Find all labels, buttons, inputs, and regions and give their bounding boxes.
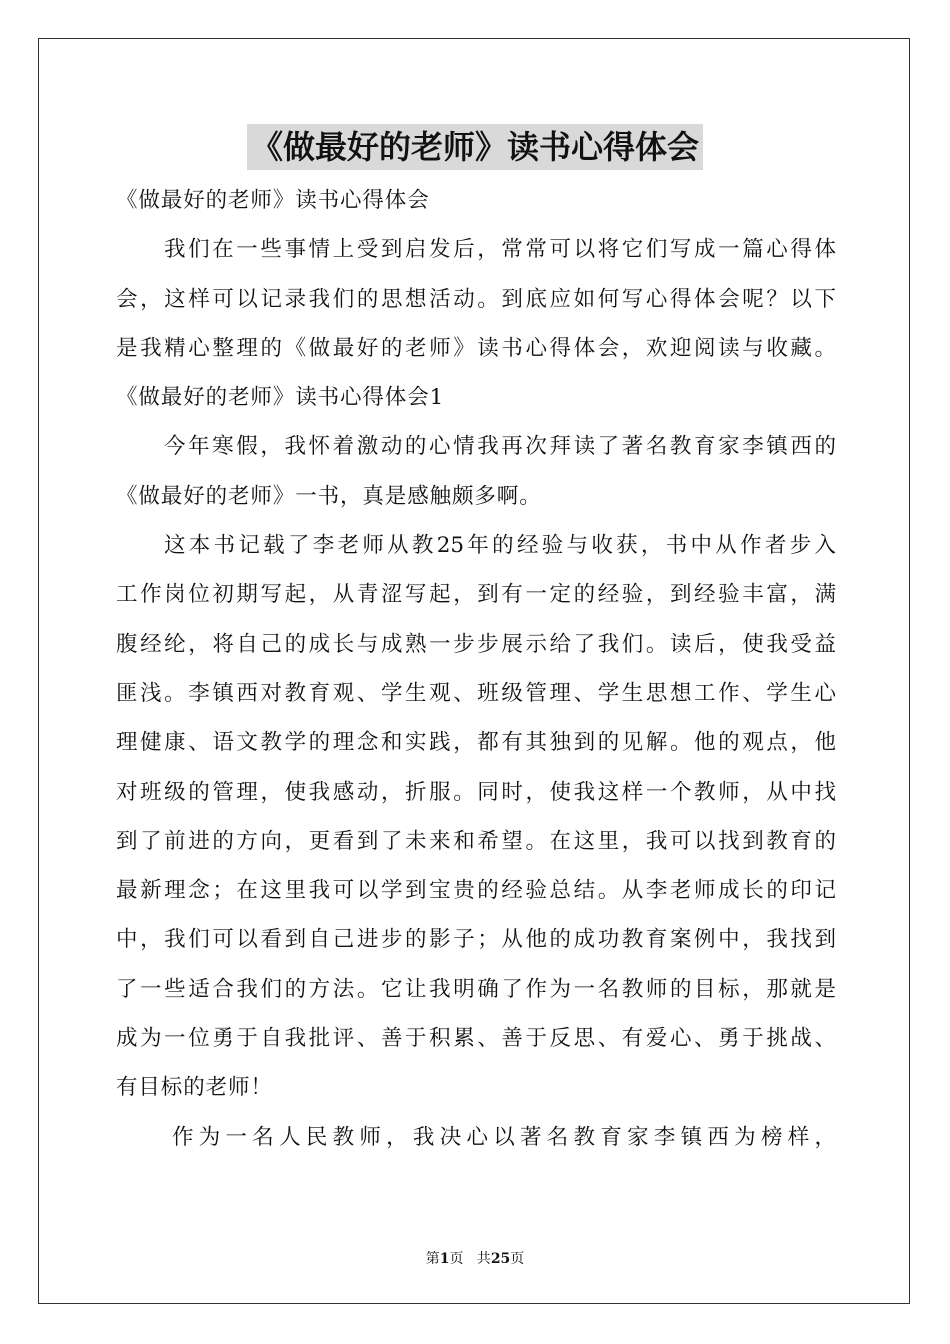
document-body (116, 176, 836, 1162)
body-line: 腹经纶，将自己的成长与成熟一步步展示给了我们。读后，使我受益 (116, 631, 836, 657)
body-line: 最新理念；在这里我可以学到宝贵的经验总结。从李老师成长的印记 (116, 878, 836, 904)
document-title: 《做最好的老师》读书心得体会 (247, 124, 703, 170)
body-line: 我们在一些事情上受到启发后，常常可以将它们写成一篇心得体 (164, 237, 836, 263)
body-line: 是我精心整理的《做最好的老师》读书心得体会，欢迎阅读与收藏。 (116, 335, 836, 361)
footer-page-total: 25 (490, 1251, 511, 1267)
body-line: 这本书记载了李老师从教25年的经验与收获，书中从作者步入 (164, 533, 836, 559)
body-line: 对班级的管理，使我感动，折服。同时，使我这样一个教师，从中找 (116, 779, 836, 805)
body-line: 《做最好的老师》一书，真是感触颇多啊。 (116, 483, 542, 509)
body-line: 理健康、语文教学的理念和实践，都有其独到的见解。他的观点，他 (116, 730, 836, 756)
body-line: 成为一位勇于自我批评、善于积累、善于反思、有爱心、勇于挑战、 (116, 1026, 836, 1052)
body-line: 工作岗位初期写起，从青涩写起，到有一定的经验，到经验丰富，满 (116, 582, 836, 608)
footer-page-current: 1 (439, 1251, 450, 1267)
body-line: 会，这样可以记录我们的思想活动。到底应如何写心得体会呢？以下 (116, 286, 836, 312)
body-line: 作为一名人民教师，我决心以著名教育家李镇西为榜样， (172, 1124, 836, 1150)
body-line: 中，我们可以看到自己进步的影子；从他的成功教育案例中，我找到 (116, 927, 836, 953)
body-line: 今年寒假，我怀着激动的心情我再次拜读了著名教育家李镇西的 (164, 434, 836, 460)
body-line: 匪浅。李镇西对教育观、学生观、班级管理、学生思想工作、学生心 (116, 680, 836, 706)
footer-page-prefix: 第 (425, 1251, 440, 1267)
subtitle-line: 《做最好的老师》读书心得体会 (116, 188, 430, 213)
footer-page-mid: 页 共 (449, 1251, 491, 1267)
title-container (0, 124, 950, 170)
page-footer (0, 1248, 950, 1268)
body-line: 到了前进的方向，更看到了未来和希望。在这里，我可以找到教育的 (116, 828, 836, 854)
body-line: 有目标的老师！ (116, 1075, 273, 1101)
section-heading: 《做最好的老师》读书心得体会1 (116, 385, 445, 411)
body-line: 了一些适合我们的方法。它让我明确了作为一名教师的目标，那就是 (116, 976, 836, 1002)
footer-page-suffix: 页 (510, 1251, 525, 1267)
